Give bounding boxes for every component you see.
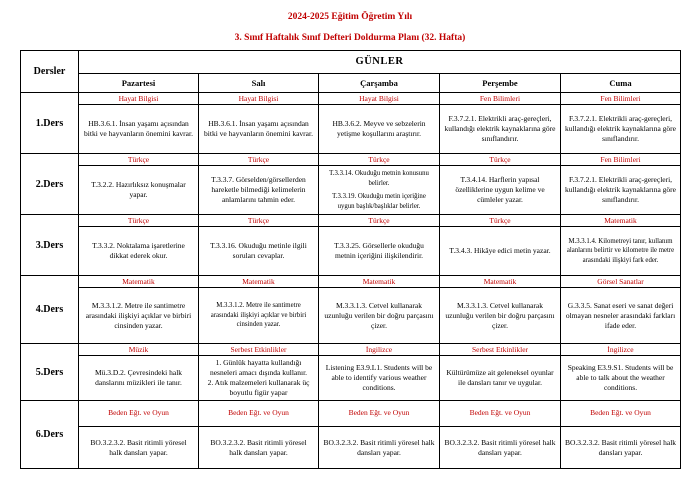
plan-cell <box>319 93 440 154</box>
outcome-text: BO.3.2.3.2. Basit ritimli yöresel halk dansları yapar. <box>323 437 435 457</box>
outcome-text: BO.3.2.3.2. Basit ritimli yöresel halk dansları yapar. <box>565 437 677 457</box>
outcome-text: M.3.3.1.2. Metre ile santimetre arasındaki ilişkiyi açıklar ve birbiri cinsinden yazar. <box>210 302 307 329</box>
subject-label: İngilizce <box>319 344 439 356</box>
lesson-label: 2.Ders <box>21 154 79 215</box>
subject-label: Matematik <box>561 215 680 227</box>
subject-label: Türkçe <box>319 215 439 227</box>
outcome-text: T.3.3.16. Okuduğu metinle ilgili soruları cevaplar. <box>210 241 307 260</box>
plan-cell <box>561 401 681 469</box>
plan-cell <box>79 401 199 469</box>
weekly-plan-table <box>20 50 681 469</box>
subject-label: Beden Eğt. ve Oyun <box>319 401 439 427</box>
plan-cell <box>79 215 199 276</box>
outcome-text: Speaking E3.9.S1. Students will be able to talk about the weather conditions. <box>567 363 674 392</box>
outcome-text: F.3.7.2.1. Elektrikli araç-gereçleri, kullandığı elektrik kaynaklarına göre sınıflandırır. <box>565 114 677 143</box>
subject-label: Beden Eğt. ve Oyun <box>199 401 318 427</box>
plan-cell <box>319 276 440 344</box>
plan-cell <box>199 276 319 344</box>
subject-label: Türkçe <box>440 215 560 227</box>
plan-cell <box>440 401 561 469</box>
plan-cell <box>319 154 440 215</box>
plan-cell <box>79 276 199 344</box>
outcome-text: T.3.3.25. Görsellerle okuduğu metnin içeriğini ilişkilendirir. <box>334 241 424 260</box>
subject-label: Hayat Bilgisi <box>199 93 318 105</box>
outcome-text: 1. Günlük hayatta kullandığı nesneleri amacı dışında kullanır. <box>209 358 308 377</box>
day-header-monday: Pazartesi <box>79 73 199 92</box>
subject-label: Görsel Sanatlar <box>561 276 680 288</box>
outcome-text: F.3.7.2.1. Elektrikli araç-gereçleri, kullandığı elektrik kaynaklarına göre sınıflandırır. <box>444 114 556 143</box>
plan-cell <box>561 344 681 401</box>
outcome-text: T.3.3.7. Görselden/görsellerden hareketle bilmediği kelimelerin anlamlarını tahmin eder. <box>211 175 306 204</box>
outcome-text: BO.3.2.3.2. Basit ritimli yöresel halk dansları yapar. <box>210 437 307 457</box>
subject-label: Türkçe <box>199 215 318 227</box>
subject-label: İngilizce <box>561 344 680 356</box>
outcome-text: M.3.3.1.2. Metre ile santimetre arasındaki ilişkiyi açıklar ve birbiri cinsinden yazar. <box>85 300 192 330</box>
day-header-thursday: Perşembe <box>440 73 561 92</box>
lesson-row-5 <box>21 344 681 401</box>
plan-cell <box>561 276 681 344</box>
subject-label: Matematik <box>440 276 560 288</box>
plan-cell <box>199 154 319 215</box>
subject-label: Türkçe <box>79 215 198 227</box>
plan-cell <box>79 93 199 154</box>
outcome-text: M.3.3.1.3. Cetvel kullanarak uzunluğu verilen bir doğru parçasını çizer. <box>324 300 434 330</box>
subject-label: Matematik <box>199 276 318 288</box>
plan-cell <box>199 215 319 276</box>
lesson-row-3 <box>21 215 681 276</box>
lesson-row-6 <box>21 401 681 469</box>
subject-label: Türkçe <box>319 154 439 166</box>
gunler-header: GÜNLER <box>79 51 681 74</box>
plan-cell <box>319 215 440 276</box>
lesson-row-1 <box>21 93 681 154</box>
lesson-row-4 <box>21 276 681 344</box>
outcome-text: M.3.3.1.4. Kilometreyi tanır, kullanım alanlarını belirtir ve kilometre ile metre arasındaki ilişkiyi fark eder. <box>566 237 675 264</box>
outcome-text: Kültürümüze ait geleneksel oyunlar ile dansları tanır ve uygular. <box>446 368 554 387</box>
outcome-text-2: 2. Atık malzemeleri kullanarak üç boyutlu figür yapar <box>207 378 310 397</box>
outcome-text-2: T.3.3.19. Okuduğu metin içeriğine uygun başlık/başlıklar belirler. <box>332 193 426 210</box>
plan-cell <box>199 93 319 154</box>
lesson-label: 1.Ders <box>21 93 79 154</box>
plan-cell <box>440 344 561 401</box>
outcome-text: T.3.3.2. Noktalama işaretlerine dikkat ederek okur. <box>92 241 185 260</box>
lesson-label: 3.Ders <box>21 215 79 276</box>
outcome-text: Listening E3.9.L1. Students will be able to identify various weather conditions. <box>325 363 433 392</box>
outcome-text: T.3.4.3. Hikâye edici metin yazar. <box>449 246 551 255</box>
outcome-text: HB.3.6.2. Meyve ve sebzelerin yetişme koşullarını araştırır. <box>332 119 426 138</box>
plan-cell <box>199 344 319 401</box>
subject-label: Serbest Etkinlikler <box>199 344 318 356</box>
subject-label: Hayat Bilgisi <box>79 93 198 105</box>
subject-label: Müzik <box>79 344 198 356</box>
subject-label: Türkçe <box>440 154 560 166</box>
subject-label: Fen Bilimleri <box>561 93 680 105</box>
outcome-text: G.3.3.5. Sanat eseri ve sanat değeri olmayan nesneler arasındaki farkları ifade eder. <box>565 300 676 330</box>
day-header-wednesday: Çarşamba <box>319 73 440 92</box>
plan-cell <box>561 215 681 276</box>
outcome-text: BO.3.2.3.2. Basit ritimli yöresel halk dansları yapar. <box>444 437 556 457</box>
lesson-label: 5.Ders <box>21 344 79 401</box>
subject-label: Beden Eğt. ve Oyun <box>561 401 680 427</box>
subject-label: Türkçe <box>199 154 318 166</box>
outcome-text: Mü.3.D.2. Çevresindeki halk danslarını müzikleri ile tanır. <box>94 368 183 387</box>
subject-label: Beden Eğt. ve Oyun <box>440 401 560 427</box>
outcome-text: HB.3.6.1. İnsan yaşamı açısından bitki ve hayvanların önemini kavrar. <box>84 119 193 138</box>
outcome-text: HB.3.6.1. İnsan yaşamı açısından bitki ve hayvanların önemini kavrar. <box>204 119 313 138</box>
outcome-text-group <box>199 356 318 400</box>
plan-cell <box>319 344 440 401</box>
lesson-row-2 <box>21 154 681 215</box>
plan-cell <box>561 93 681 154</box>
subject-label: Serbest Etkinlikler <box>440 344 560 356</box>
outcome-text-group <box>319 166 439 214</box>
dersler-header: Dersler <box>21 51 79 93</box>
plan-cell <box>440 154 561 215</box>
lesson-label: 4.Ders <box>21 276 79 344</box>
document-subtitle: 3. Sınıf Haftalık Sınıf Defteri Doldurma Planı (32. Hafta) <box>234 33 466 43</box>
subject-label: Matematik <box>79 276 198 288</box>
document-title: 2024-2025 Eğitim Öğretim Yılı <box>287 12 413 22</box>
outcome-text: T.3.2.2. Hazırlıksız konuşmalar yapar. <box>91 180 186 199</box>
outcome-text: T.3.3.14. Okuduğu metnin konusunu belirler. <box>329 170 429 187</box>
subject-label: Fen Bilimleri <box>561 154 680 166</box>
plan-cell <box>440 215 561 276</box>
plan-cell <box>199 401 319 469</box>
outcome-text: F.3.7.2.1. Elektrikli araç-gereçleri, kullandığı elektrik kaynaklarına göre sınıflandırır. <box>565 175 677 204</box>
subject-label: Fen Bilimleri <box>440 93 560 105</box>
lesson-label: 6.Ders <box>21 401 79 469</box>
subject-label: Türkçe <box>79 154 198 166</box>
plan-cell <box>79 344 199 401</box>
outcome-text: T.3.4.14. Harflerin yapısal özelliklerine uygun kelime ve cümleler yazar. <box>455 175 545 204</box>
plan-cell <box>440 276 561 344</box>
plan-cell <box>319 401 440 469</box>
day-header-tuesday: Salı <box>199 73 319 92</box>
plan-cell <box>79 154 199 215</box>
outcome-text: M.3.3.1.3. Cetvel kullanarak uzunluğu verilen bir doğru parçasını çizer. <box>445 300 555 330</box>
subject-label: Hayat Bilgisi <box>319 93 439 105</box>
outcome-text: BO.3.2.3.2. Basit ritimli yöresel halk dansları yapar. <box>90 437 187 457</box>
subject-label: Beden Eğt. ve Oyun <box>79 401 198 427</box>
plan-cell <box>440 93 561 154</box>
day-header-friday: Cuma <box>561 73 681 92</box>
plan-cell <box>561 154 681 215</box>
subject-label: Matematik <box>319 276 439 288</box>
